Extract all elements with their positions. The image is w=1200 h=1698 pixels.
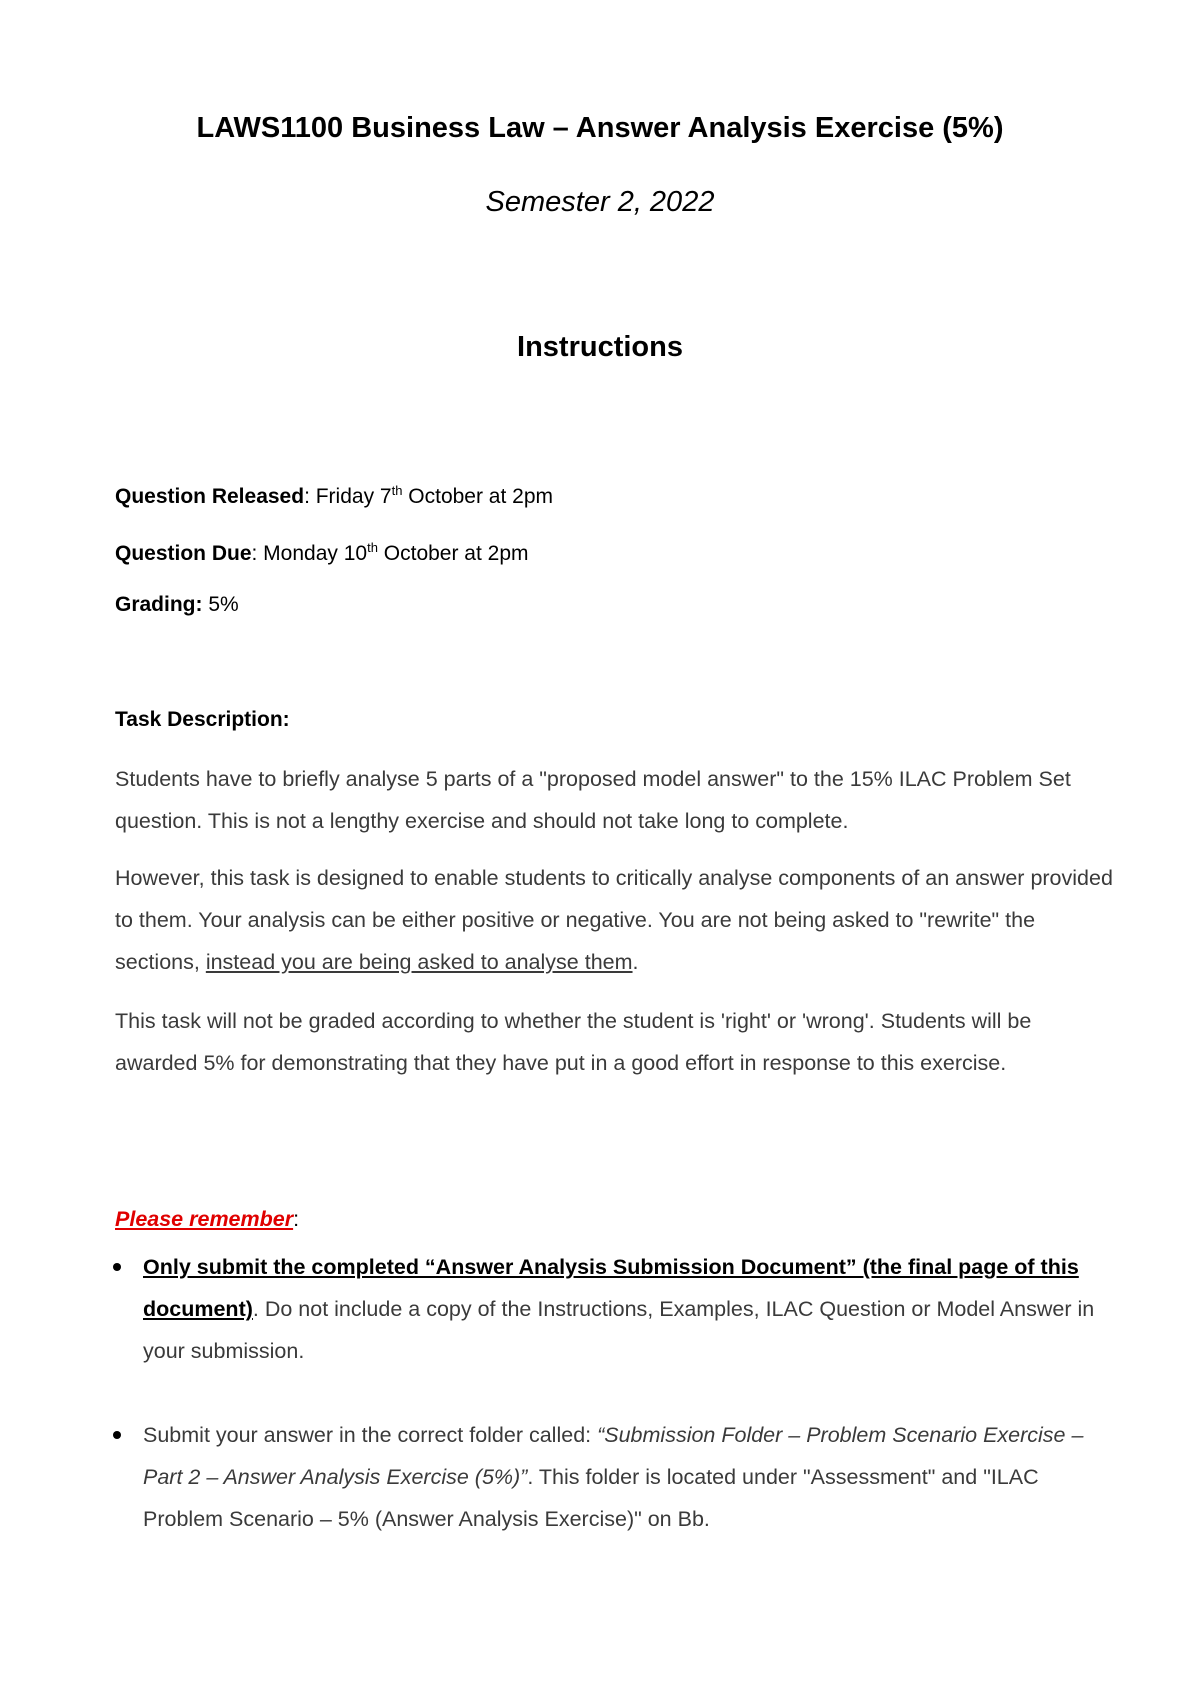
grading-line xyxy=(115,592,239,618)
reminder-bullet-2-post: . This folder is located under "Assessment" and "ILAC Problem Scenario – 5% (Answer Analysis Exercise)" on Bb. xyxy=(143,1465,1039,1531)
question-released-line xyxy=(115,478,553,510)
question-released-sup: th xyxy=(391,483,403,498)
document-title: LAWS1100 Business Law – Answer Analysis Exercise (5%) xyxy=(196,112,1004,144)
question-due-label: Question Due xyxy=(115,542,252,565)
please-remember-label: Please remember xyxy=(115,1207,294,1231)
task-paragraph-2-underlined: instead you are being asked to analyse them xyxy=(205,950,633,974)
question-due-value-post: October at 2pm xyxy=(377,542,529,565)
bullet-dot-icon xyxy=(113,1263,121,1271)
reminder-bullet-2-pre: Submit your answer in the correct folder called: xyxy=(143,1423,598,1447)
question-released-value-post: October at 2pm xyxy=(402,485,554,508)
task-paragraph-2-end: . xyxy=(632,950,639,974)
question-released-value-pre: : Friday 7 xyxy=(304,485,392,508)
reminder-bullet-2-folder-name: “Submission Folder – Problem Scenario Exercise – Part 2 – Answer Analysis Exercise (5%)” xyxy=(143,1423,1084,1489)
instructions-heading: Instructions xyxy=(517,331,683,363)
please-remember-colon: : xyxy=(293,1207,300,1231)
task-paragraph-3: This task will not be graded according to whether the student is 'right' or 'wrong'. Students will be awarded 5% for demonstrating that they have put in a good effort in response to this exercise. xyxy=(115,1009,1032,1075)
reminder-bullet-1-rest: . Do not include a copy of the Instructions, Examples, ILAC Question or Model Answer in your submission. xyxy=(143,1297,1095,1363)
question-released-label: Question Released xyxy=(115,485,305,508)
question-due-line xyxy=(115,535,529,567)
document-subtitle: Semester 2, 2022 xyxy=(485,186,715,218)
grading-label: Grading: xyxy=(115,593,203,616)
question-due-sup: th xyxy=(367,540,378,555)
grading-value: 5% xyxy=(202,593,239,616)
please-remember-line xyxy=(115,1207,299,1232)
reminder-bullet-1 xyxy=(143,1246,1103,1372)
task-paragraph-2 xyxy=(115,857,1115,983)
reminder-bullet-1-strong: Only submit the completed “Answer Analysis Submission Document” (the final page of this document) xyxy=(143,1255,1079,1321)
task-description-heading: Task Description: xyxy=(115,708,290,731)
bullet-dot-icon xyxy=(113,1431,121,1439)
reminder-bullet-2 xyxy=(143,1414,1103,1540)
task-paragraph-1: Students have to briefly analyse 5 parts of a "proposed model answer" to the 15% ILAC Problem Set question. This is not a lengthy exercise and should not take long to complete. xyxy=(115,767,1071,833)
question-due-value-pre: : Monday 10 xyxy=(251,542,368,565)
task-paragraph-2-text: However, this task is designed to enable students to critically analyse components of an answer provided to them. Your analysis can be either positive or negative. You are not being asked to "rewrite" the sections, xyxy=(115,866,1113,974)
